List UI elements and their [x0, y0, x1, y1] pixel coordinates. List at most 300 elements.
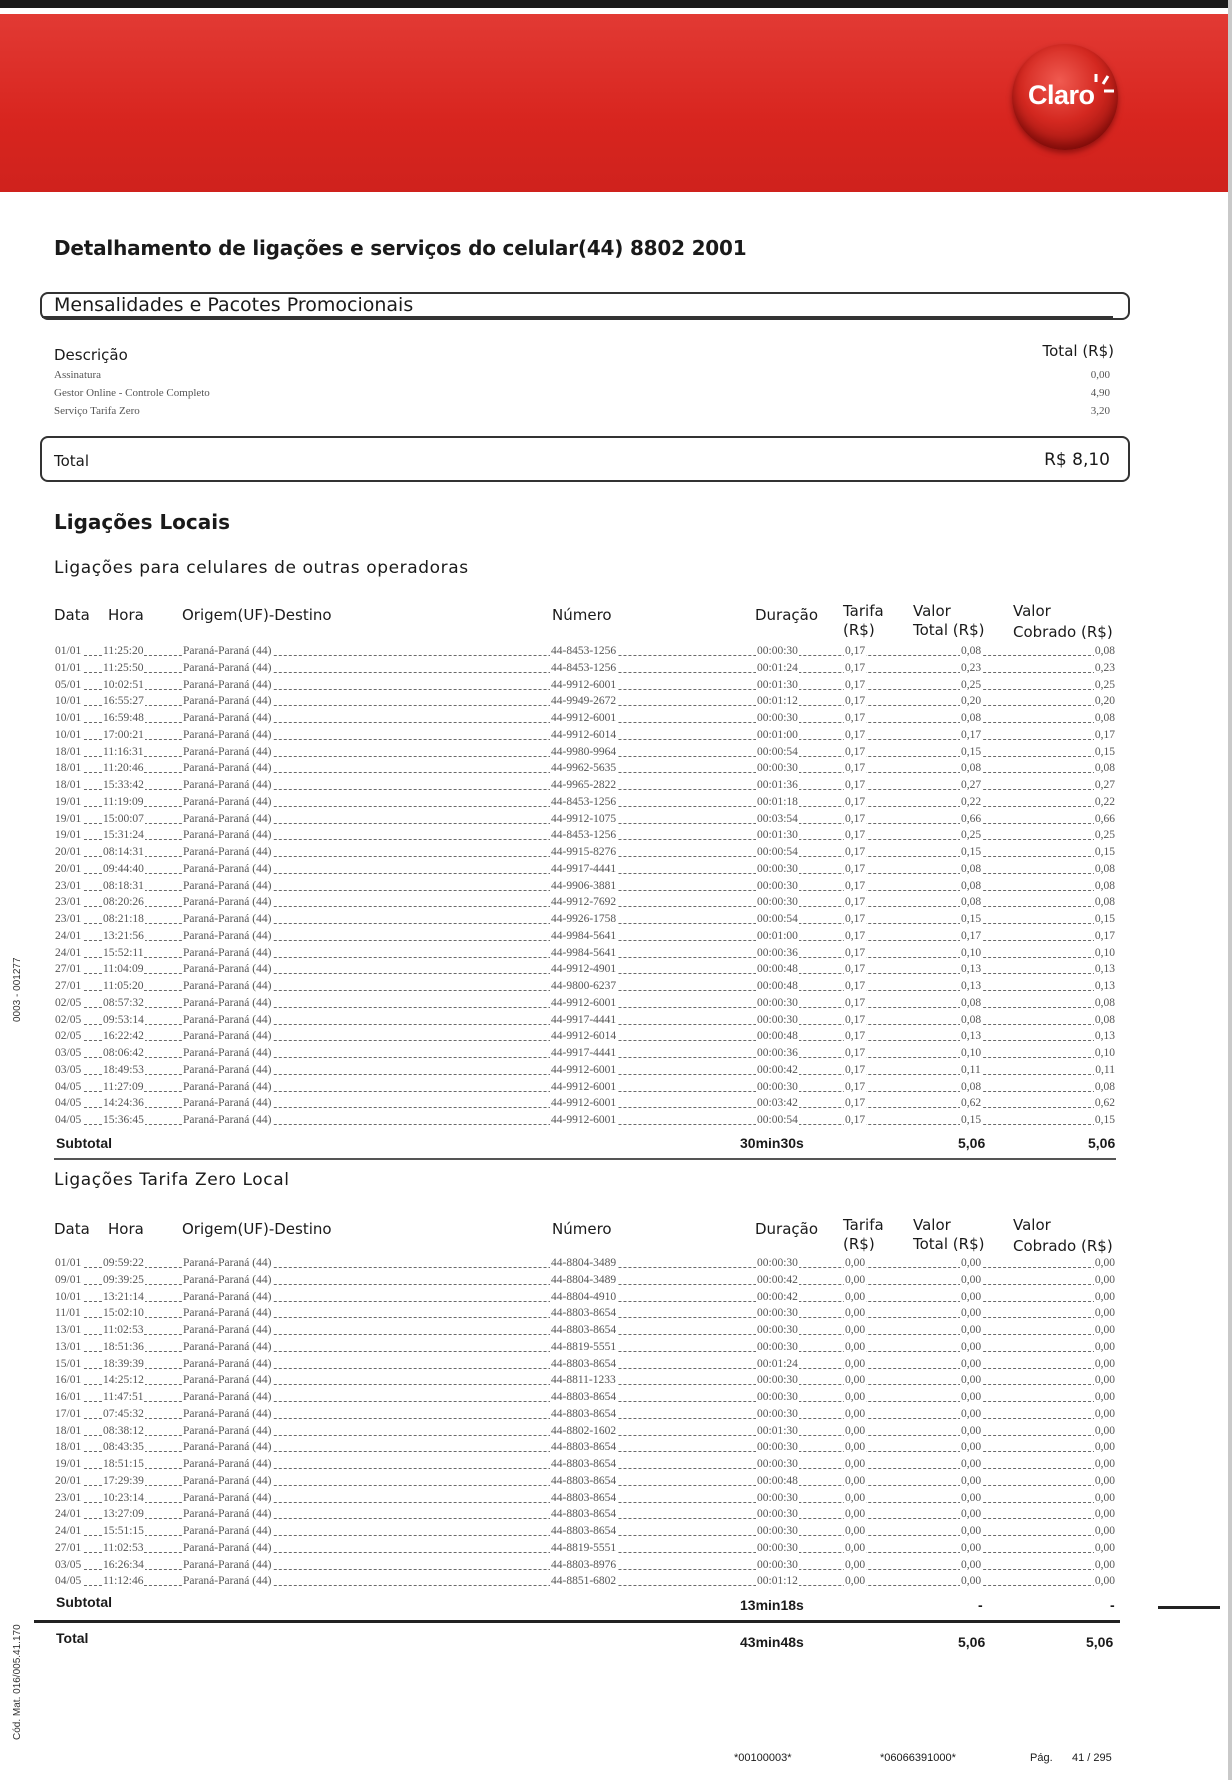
cell-numero: 44-8803-8654 [551, 1307, 617, 1320]
cell-hora: 16:22:42 [103, 1030, 144, 1043]
table-row [54, 1407, 1116, 1424]
cell-hora: 11:25:50 [103, 661, 144, 674]
cell-data: 18/01 [55, 779, 82, 791]
cell-data: 18/01 [55, 1441, 82, 1454]
cell-tarifa: 0,17 [845, 1013, 866, 1026]
cell-duracao: 00:03:42 [757, 1097, 798, 1110]
cell-valor-total: 0,00 [961, 1491, 982, 1504]
cell-duracao: 00:00:30 [757, 879, 798, 892]
cell-valor-cobrado: 0,08 [1094, 896, 1115, 909]
cell-hora: 11:05:20 [103, 980, 144, 992]
barcode-text-1: *00100003* [734, 1752, 792, 1764]
cell-valor-total: 0,00 [961, 1407, 982, 1420]
cell-duracao: 00:00:30 [757, 996, 798, 1009]
cell-valor-total: 0,00 [961, 1558, 982, 1571]
cell-valor-total: 0,00 [961, 1525, 982, 1537]
col-header-hora-line: Hora [108, 1220, 144, 1238]
cell-tarifa: 0,17 [845, 1030, 866, 1043]
cell-tarifa: 0,17 [845, 879, 866, 892]
cell-origem: Paraná-Paraná (44) [183, 1307, 272, 1320]
table-row [54, 1507, 1116, 1524]
cell-valor-cobrado: 0,08 [1094, 1080, 1115, 1093]
table-row [54, 1323, 1116, 1340]
cell-hora: 15:52:11 [103, 946, 144, 959]
table-row [54, 778, 1116, 795]
cell-valor-total: 0,17 [961, 728, 982, 741]
cell-tarifa: 0,00 [845, 1257, 866, 1269]
table-row [54, 1558, 1116, 1575]
cell-data: 10/01 [55, 1290, 82, 1303]
col-header-valor-total-line: Total (R$) [913, 621, 985, 639]
cell-valor-cobrado: 0,00 [1094, 1290, 1115, 1303]
cell-data: 02/05 [55, 1030, 82, 1043]
cell-valor-cobrado: 0,13 [1094, 963, 1115, 976]
cell-numero: 44-9917-4441 [551, 862, 617, 875]
cell-numero: 44-9912-6001 [551, 712, 617, 724]
mensalidades-item-value: 0,00 [1090, 369, 1110, 381]
table-row [54, 728, 1116, 745]
cell-data: 09/01 [55, 1273, 82, 1286]
divider [54, 1158, 1116, 1160]
cell-hora: 16:26:34 [103, 1558, 144, 1571]
cell-hora: 17:29:39 [103, 1474, 144, 1487]
cell-data: 04/05 [55, 1080, 82, 1093]
table-row [54, 1440, 1116, 1457]
cell-valor-total: 0,62 [961, 1097, 982, 1110]
cell-numero: 44-8803-8654 [551, 1458, 617, 1470]
col-header-data-line: Data [54, 606, 90, 624]
cell-numero: 44-9912-7692 [551, 896, 617, 909]
cell-duracao: 00:00:30 [757, 896, 798, 909]
mensalidades-header-box [40, 292, 1130, 320]
cell-numero: 44-9962-5635 [551, 762, 617, 775]
cell-data: 01/01 [55, 645, 82, 657]
cell-data: 19/01 [55, 1458, 82, 1470]
cell-valor-total: 0,00 [961, 1441, 982, 1454]
cell-valor-total: 0,11 [961, 1063, 981, 1076]
cell-numero: 44-8811-1233 [551, 1374, 616, 1387]
col-header-data-line: Data [54, 1220, 90, 1238]
cell-numero: 44-9984-5641 [551, 946, 617, 959]
subtotal-duration: 13min18s [740, 1597, 804, 1613]
col-header-tarifa-line: (R$) [843, 621, 875, 639]
col-header-numero [552, 606, 612, 625]
cell-valor-cobrado: 0,25 [1094, 678, 1115, 691]
cell-hora: 14:24:36 [103, 1097, 144, 1110]
cell-duracao: 00:00:48 [757, 1030, 798, 1043]
cell-tarifa: 0,17 [845, 1114, 866, 1126]
cell-tarifa: 0,17 [845, 896, 866, 909]
cell-origem: Paraná-Paraná (44) [183, 1324, 272, 1336]
table-row [54, 946, 1116, 963]
cell-tarifa: 0,17 [845, 980, 866, 992]
cell-origem: Paraná-Paraná (44) [183, 896, 272, 909]
cell-valor-total: 0,08 [961, 862, 982, 875]
side-material-code: Cód. Mat. 016/005.41.170 [12, 1624, 23, 1740]
cell-tarifa: 0,17 [845, 712, 866, 724]
cell-duracao: 00:00:30 [757, 1441, 798, 1454]
cell-origem: Paraná-Paraná (44) [183, 1047, 272, 1059]
cell-valor-total: 0,13 [961, 1030, 982, 1043]
cell-origem: Paraná-Paraná (44) [183, 661, 272, 674]
table-row [54, 1306, 1116, 1323]
col-header-tarifa-line: (R$) [843, 1235, 875, 1253]
cell-valor-cobrado: 0,15 [1094, 913, 1115, 925]
cell-hora: 11:12:46 [103, 1575, 144, 1588]
cell-tarifa: 0,17 [845, 946, 866, 959]
cell-origem: Paraná-Paraná (44) [183, 1114, 272, 1126]
cell-valor-total: 0,00 [961, 1324, 982, 1336]
table-row [54, 1357, 1116, 1374]
cell-data: 01/01 [55, 661, 82, 674]
cell-duracao: 00:00:42 [757, 1290, 798, 1303]
col-header-duracao [755, 1220, 818, 1239]
col-header-valor-cobrado-line: Valor [1013, 1216, 1051, 1234]
col-header-hora [108, 606, 144, 625]
table-row [54, 1013, 1116, 1030]
cell-origem: Paraná-Paraná (44) [183, 1357, 272, 1370]
cell-valor-cobrado: 0,08 [1094, 1013, 1115, 1026]
cell-origem: Paraná-Paraná (44) [183, 862, 272, 875]
cell-duracao: 00:00:54 [757, 1114, 798, 1126]
subtotal-valor-total: 5,06 [958, 1135, 986, 1151]
col-header-valor-total [913, 602, 984, 640]
mensalidades-item-label: Assinatura [54, 369, 102, 381]
cell-valor-cobrado: 0,27 [1094, 779, 1115, 791]
cell-data: 27/01 [55, 980, 82, 992]
cell-valor-cobrado: 0,22 [1094, 795, 1115, 808]
table-row [54, 661, 1116, 678]
cell-numero: 44-9912-6001 [551, 996, 617, 1009]
cell-data: 03/05 [55, 1047, 82, 1059]
cell-numero: 44-9984-5641 [551, 929, 617, 942]
cell-valor-cobrado: 0,00 [1094, 1407, 1115, 1420]
cell-origem: Paraná-Paraná (44) [183, 1030, 272, 1043]
cell-tarifa: 0,00 [845, 1525, 866, 1537]
mensalidades-total-value: R$ 8,10 [1044, 450, 1110, 470]
cell-tarifa: 0,00 [845, 1374, 866, 1387]
col-header-valor-total-line: Valor [913, 1216, 951, 1234]
sun-rays-icon [1090, 72, 1116, 102]
cell-origem: Paraná-Paraná (44) [183, 1257, 272, 1269]
cell-data: 24/01 [55, 1508, 82, 1521]
cell-origem: Paraná-Paraná (44) [183, 879, 272, 892]
cell-hora: 15:36:45 [103, 1114, 144, 1126]
cell-duracao: 00:00:54 [757, 913, 798, 925]
col-header-duracao [755, 606, 818, 625]
cell-origem: Paraná-Paraná (44) [183, 1491, 272, 1504]
cell-numero: 44-8803-8976 [551, 1558, 617, 1571]
cell-duracao: 00:00:30 [757, 1257, 798, 1269]
cell-valor-cobrado: 0,08 [1094, 762, 1115, 775]
table-row [54, 1256, 1116, 1273]
cell-valor-cobrado: 0,11 [1095, 1063, 1115, 1076]
cell-valor-cobrado: 0,00 [1094, 1491, 1115, 1504]
cell-origem: Paraná-Paraná (44) [183, 1340, 272, 1353]
cell-hora: 08:21:18 [103, 913, 144, 925]
cell-hora: 11:47:51 [103, 1391, 144, 1403]
table-row [54, 1029, 1116, 1046]
table-row [54, 962, 1116, 979]
cell-numero: 44-8803-8654 [551, 1391, 617, 1403]
cell-valor-cobrado: 0,00 [1094, 1525, 1115, 1537]
cell-tarifa: 0,17 [845, 812, 866, 825]
table-row [54, 745, 1116, 762]
cell-hora: 11:02:53 [103, 1541, 144, 1554]
table-row [54, 862, 1116, 879]
cell-valor-total: 0,15 [961, 745, 982, 758]
cell-data: 18/01 [55, 1424, 82, 1437]
col-header-numero-line: Número [552, 606, 612, 624]
cell-valor-cobrado: 0,23 [1094, 661, 1115, 674]
table-row [54, 1574, 1116, 1591]
table-row [54, 1046, 1116, 1063]
cell-origem: Paraná-Paraná (44) [183, 812, 272, 825]
table-row [54, 1541, 1116, 1558]
cell-valor-cobrado: 0,00 [1094, 1424, 1115, 1437]
cell-numero: 44-8803-8654 [551, 1474, 617, 1487]
cell-origem: Paraná-Paraná (44) [183, 996, 272, 1009]
col-header-valor-cobrado-line: Cobrado (R$) [1013, 1237, 1113, 1255]
cell-valor-total: 0,00 [961, 1340, 982, 1353]
side-control-code: 0003 - 001277 [12, 957, 23, 1022]
cell-numero: 44-8819-5551 [551, 1340, 617, 1353]
cell-valor-cobrado: 0,00 [1094, 1474, 1115, 1487]
cell-hora: 10:23:14 [103, 1491, 144, 1504]
cell-valor-cobrado: 0,08 [1094, 879, 1115, 892]
table-row [54, 812, 1116, 829]
col-header-valor-total-line: Total (R$) [913, 1235, 985, 1253]
cell-tarifa: 0,00 [845, 1541, 866, 1554]
cell-hora: 11:04:09 [103, 963, 144, 976]
table-row [54, 1424, 1116, 1441]
col-header-hora [108, 1220, 144, 1239]
cell-tarifa: 0,00 [845, 1391, 866, 1403]
table-row [54, 1096, 1116, 1113]
table-row [54, 929, 1116, 946]
col-header-duracao-line: Duração [755, 606, 819, 624]
cell-hora: 11:16:31 [103, 745, 144, 758]
cell-hora: 09:53:14 [103, 1013, 144, 1026]
top-strip [0, 0, 1232, 8]
mensalidades-item-label: Serviço Tarifa Zero [54, 405, 140, 417]
cell-tarifa: 0,00 [845, 1458, 866, 1470]
cell-origem: Paraná-Paraná (44) [183, 795, 272, 808]
cell-valor-cobrado: 0,00 [1094, 1391, 1115, 1403]
cell-tarifa: 0,17 [845, 1097, 866, 1110]
cell-origem: Paraná-Paraná (44) [183, 1441, 272, 1454]
cell-tarifa: 0,17 [845, 661, 866, 674]
cell-valor-total: 0,22 [961, 795, 982, 808]
cell-numero: 44-8453-1256 [551, 829, 617, 842]
claro-logo [1012, 44, 1118, 150]
cell-duracao: 00:00:30 [757, 1558, 798, 1571]
cell-duracao: 00:00:54 [757, 745, 798, 758]
cell-valor-cobrado: 0,17 [1094, 728, 1115, 741]
cell-duracao: 00:01:00 [757, 728, 798, 741]
col-header-duracao-line: Duração [755, 1220, 819, 1238]
table-row [54, 979, 1116, 996]
cell-data: 10/01 [55, 712, 82, 724]
cell-numero: 44-9917-4441 [551, 1047, 617, 1059]
cell-numero: 44-8453-1256 [551, 645, 617, 657]
cell-data: 20/01 [55, 862, 82, 875]
cell-tarifa: 0,17 [845, 695, 866, 708]
cell-valor-total: 0,66 [961, 812, 982, 825]
cell-hora: 15:00:07 [103, 812, 144, 825]
cell-valor-cobrado: 0,13 [1094, 980, 1115, 992]
cell-origem: Paraná-Paraná (44) [183, 728, 272, 741]
cell-origem: Paraná-Paraná (44) [183, 695, 272, 708]
cell-valor-total: 0,00 [961, 1474, 982, 1487]
cell-tarifa: 0,17 [845, 762, 866, 775]
col-header-valor-total [913, 1216, 984, 1254]
cell-origem: Paraná-Paraná (44) [183, 929, 272, 942]
cell-valor-total: 0,15 [961, 1114, 982, 1126]
cell-duracao: 00:00:36 [757, 1047, 798, 1059]
cell-valor-cobrado: 0,15 [1094, 745, 1115, 758]
cell-duracao: 00:01:24 [757, 1357, 798, 1370]
table-row [54, 761, 1116, 778]
cell-valor-total: 0,13 [961, 963, 982, 976]
table-row [54, 845, 1116, 862]
cell-valor-cobrado: 0,08 [1094, 862, 1115, 875]
cell-data: 19/01 [55, 812, 82, 825]
page-label: Pág. [1030, 1752, 1053, 1764]
subtotal-duration: 30min30s [740, 1135, 804, 1151]
cell-hora: 13:27:09 [103, 1508, 144, 1521]
cell-numero: 44-8802-1602 [551, 1424, 617, 1437]
subtotal-label: Subtotal [56, 1594, 112, 1610]
cell-data: 04/05 [55, 1575, 82, 1588]
page-edge [1228, 0, 1232, 1780]
cell-duracao: 00:00:36 [757, 946, 798, 959]
table-row [54, 1063, 1116, 1080]
cell-duracao: 00:01:12 [757, 1575, 798, 1588]
cell-valor-total: 0,15 [961, 846, 982, 858]
col-header-valor-cobrado-line: Valor [1013, 602, 1051, 620]
cell-numero: 44-8803-8654 [551, 1491, 617, 1504]
cell-duracao: 00:00:30 [757, 1013, 798, 1026]
cell-duracao: 00:01:24 [757, 661, 798, 674]
col-header-origem [182, 606, 332, 625]
subtotal-valor-cobrado: - [1110, 1597, 1115, 1613]
cell-tarifa: 0,00 [845, 1558, 866, 1571]
cell-valor-cobrado: 0,08 [1094, 712, 1115, 724]
cell-tarifa: 0,00 [845, 1491, 866, 1504]
cell-numero: 44-8804-3489 [551, 1273, 617, 1286]
table-row [54, 1340, 1116, 1357]
cell-data: 23/01 [55, 913, 82, 925]
cell-origem: Paraná-Paraná (44) [183, 1290, 272, 1303]
cell-duracao: 00:01:30 [757, 678, 798, 691]
cell-valor-total: 0,20 [961, 695, 982, 708]
cell-tarifa: 0,17 [845, 795, 866, 808]
cell-tarifa: 0,17 [845, 779, 866, 791]
page-title: Detalhamento de ligações e serviços do celular(44) 8802 2001 [54, 236, 747, 260]
cell-hora: 08:06:42 [103, 1047, 144, 1059]
cell-hora: 18:51:15 [103, 1458, 144, 1470]
cell-origem: Paraná-Paraná (44) [183, 1575, 272, 1588]
cell-valor-total: 0,08 [961, 712, 982, 724]
table-row [54, 1457, 1116, 1474]
cell-hora: 11:02:53 [103, 1324, 144, 1336]
col-header-tarifa-line: Tarifa [843, 602, 884, 620]
cell-origem: Paraná-Paraná (44) [183, 1558, 272, 1571]
cell-origem: Paraná-Paraná (44) [183, 1458, 272, 1470]
cell-valor-cobrado: 0,00 [1094, 1374, 1115, 1387]
cell-valor-cobrado: 0,66 [1094, 812, 1115, 825]
cell-valor-total: 0,08 [961, 996, 982, 1009]
cell-hora: 11:20:46 [103, 762, 144, 775]
cell-hora: 15:51:15 [103, 1525, 144, 1537]
cell-origem: Paraná-Paraná (44) [183, 712, 272, 724]
cell-tarifa: 0,00 [845, 1324, 866, 1336]
cell-origem: Paraná-Paraná (44) [183, 1273, 272, 1286]
cell-valor-total: 0,25 [961, 678, 982, 691]
cell-numero: 44-9912-6014 [551, 1030, 617, 1043]
cell-duracao: 00:01:30 [757, 1424, 798, 1437]
cell-duracao: 00:00:48 [757, 1474, 798, 1487]
barcode-text-2: *06066391000* [880, 1752, 956, 1764]
divider-thick [34, 1620, 1120, 1623]
cell-hora: 14:25:12 [103, 1374, 144, 1387]
cell-data: 18/01 [55, 745, 82, 758]
cell-valor-cobrado: 0,62 [1094, 1097, 1115, 1110]
cell-hora: 09:59:22 [103, 1257, 144, 1269]
cell-data: 19/01 [55, 829, 82, 842]
table-row [54, 644, 1116, 661]
cell-numero: 44-9912-6014 [551, 728, 617, 741]
cell-data: 11/01 [55, 1307, 81, 1320]
cell-duracao: 00:03:54 [757, 812, 798, 825]
cell-valor-total: 0,08 [961, 1080, 982, 1093]
cell-duracao: 00:00:30 [757, 1340, 798, 1353]
cell-numero: 44-9906-3881 [551, 879, 617, 892]
cell-numero: 44-9912-6001 [551, 1080, 617, 1093]
table-row [54, 1373, 1116, 1390]
cell-data: 03/05 [55, 1558, 82, 1571]
cell-numero: 44-9915-8276 [551, 846, 617, 858]
total-valor-cobrado: 5,06 [1086, 1634, 1114, 1650]
cell-hora: 16:55:27 [103, 695, 144, 708]
cell-valor-total: 0,25 [961, 829, 982, 842]
cell-valor-total: 0,00 [961, 1541, 982, 1554]
cell-valor-cobrado: 0,13 [1094, 1030, 1115, 1043]
cell-origem: Paraná-Paraná (44) [183, 1424, 272, 1437]
cell-valor-cobrado: 0,00 [1094, 1324, 1115, 1336]
cell-valor-cobrado: 0,17 [1094, 929, 1115, 942]
cell-hora: 09:44:40 [103, 862, 144, 875]
mensalidades-title: Mensalidades e Pacotes Promocionais [54, 294, 414, 316]
cell-valor-total: 0,23 [961, 661, 982, 674]
cell-duracao: 00:00:30 [757, 1525, 798, 1537]
cell-valor-cobrado: 0,15 [1094, 846, 1115, 858]
table-row [54, 996, 1116, 1013]
cell-data: 27/01 [55, 963, 82, 976]
cell-origem: Paraná-Paraná (44) [183, 846, 272, 858]
cell-duracao: 00:00:48 [757, 980, 798, 992]
cell-valor-cobrado: 0,00 [1094, 1273, 1115, 1286]
col-header-tarifa-line: Tarifa [843, 1216, 884, 1234]
cell-duracao: 00:00:42 [757, 1273, 798, 1286]
cell-origem: Paraná-Paraná (44) [183, 1374, 272, 1387]
cell-numero: 44-9800-6237 [551, 980, 617, 992]
cell-valor-total: 0,00 [961, 1458, 982, 1470]
cell-duracao: 00:00:30 [757, 1391, 798, 1403]
cell-origem: Paraná-Paraná (44) [183, 1541, 272, 1554]
cell-valor-cobrado: 0,10 [1094, 1047, 1115, 1059]
